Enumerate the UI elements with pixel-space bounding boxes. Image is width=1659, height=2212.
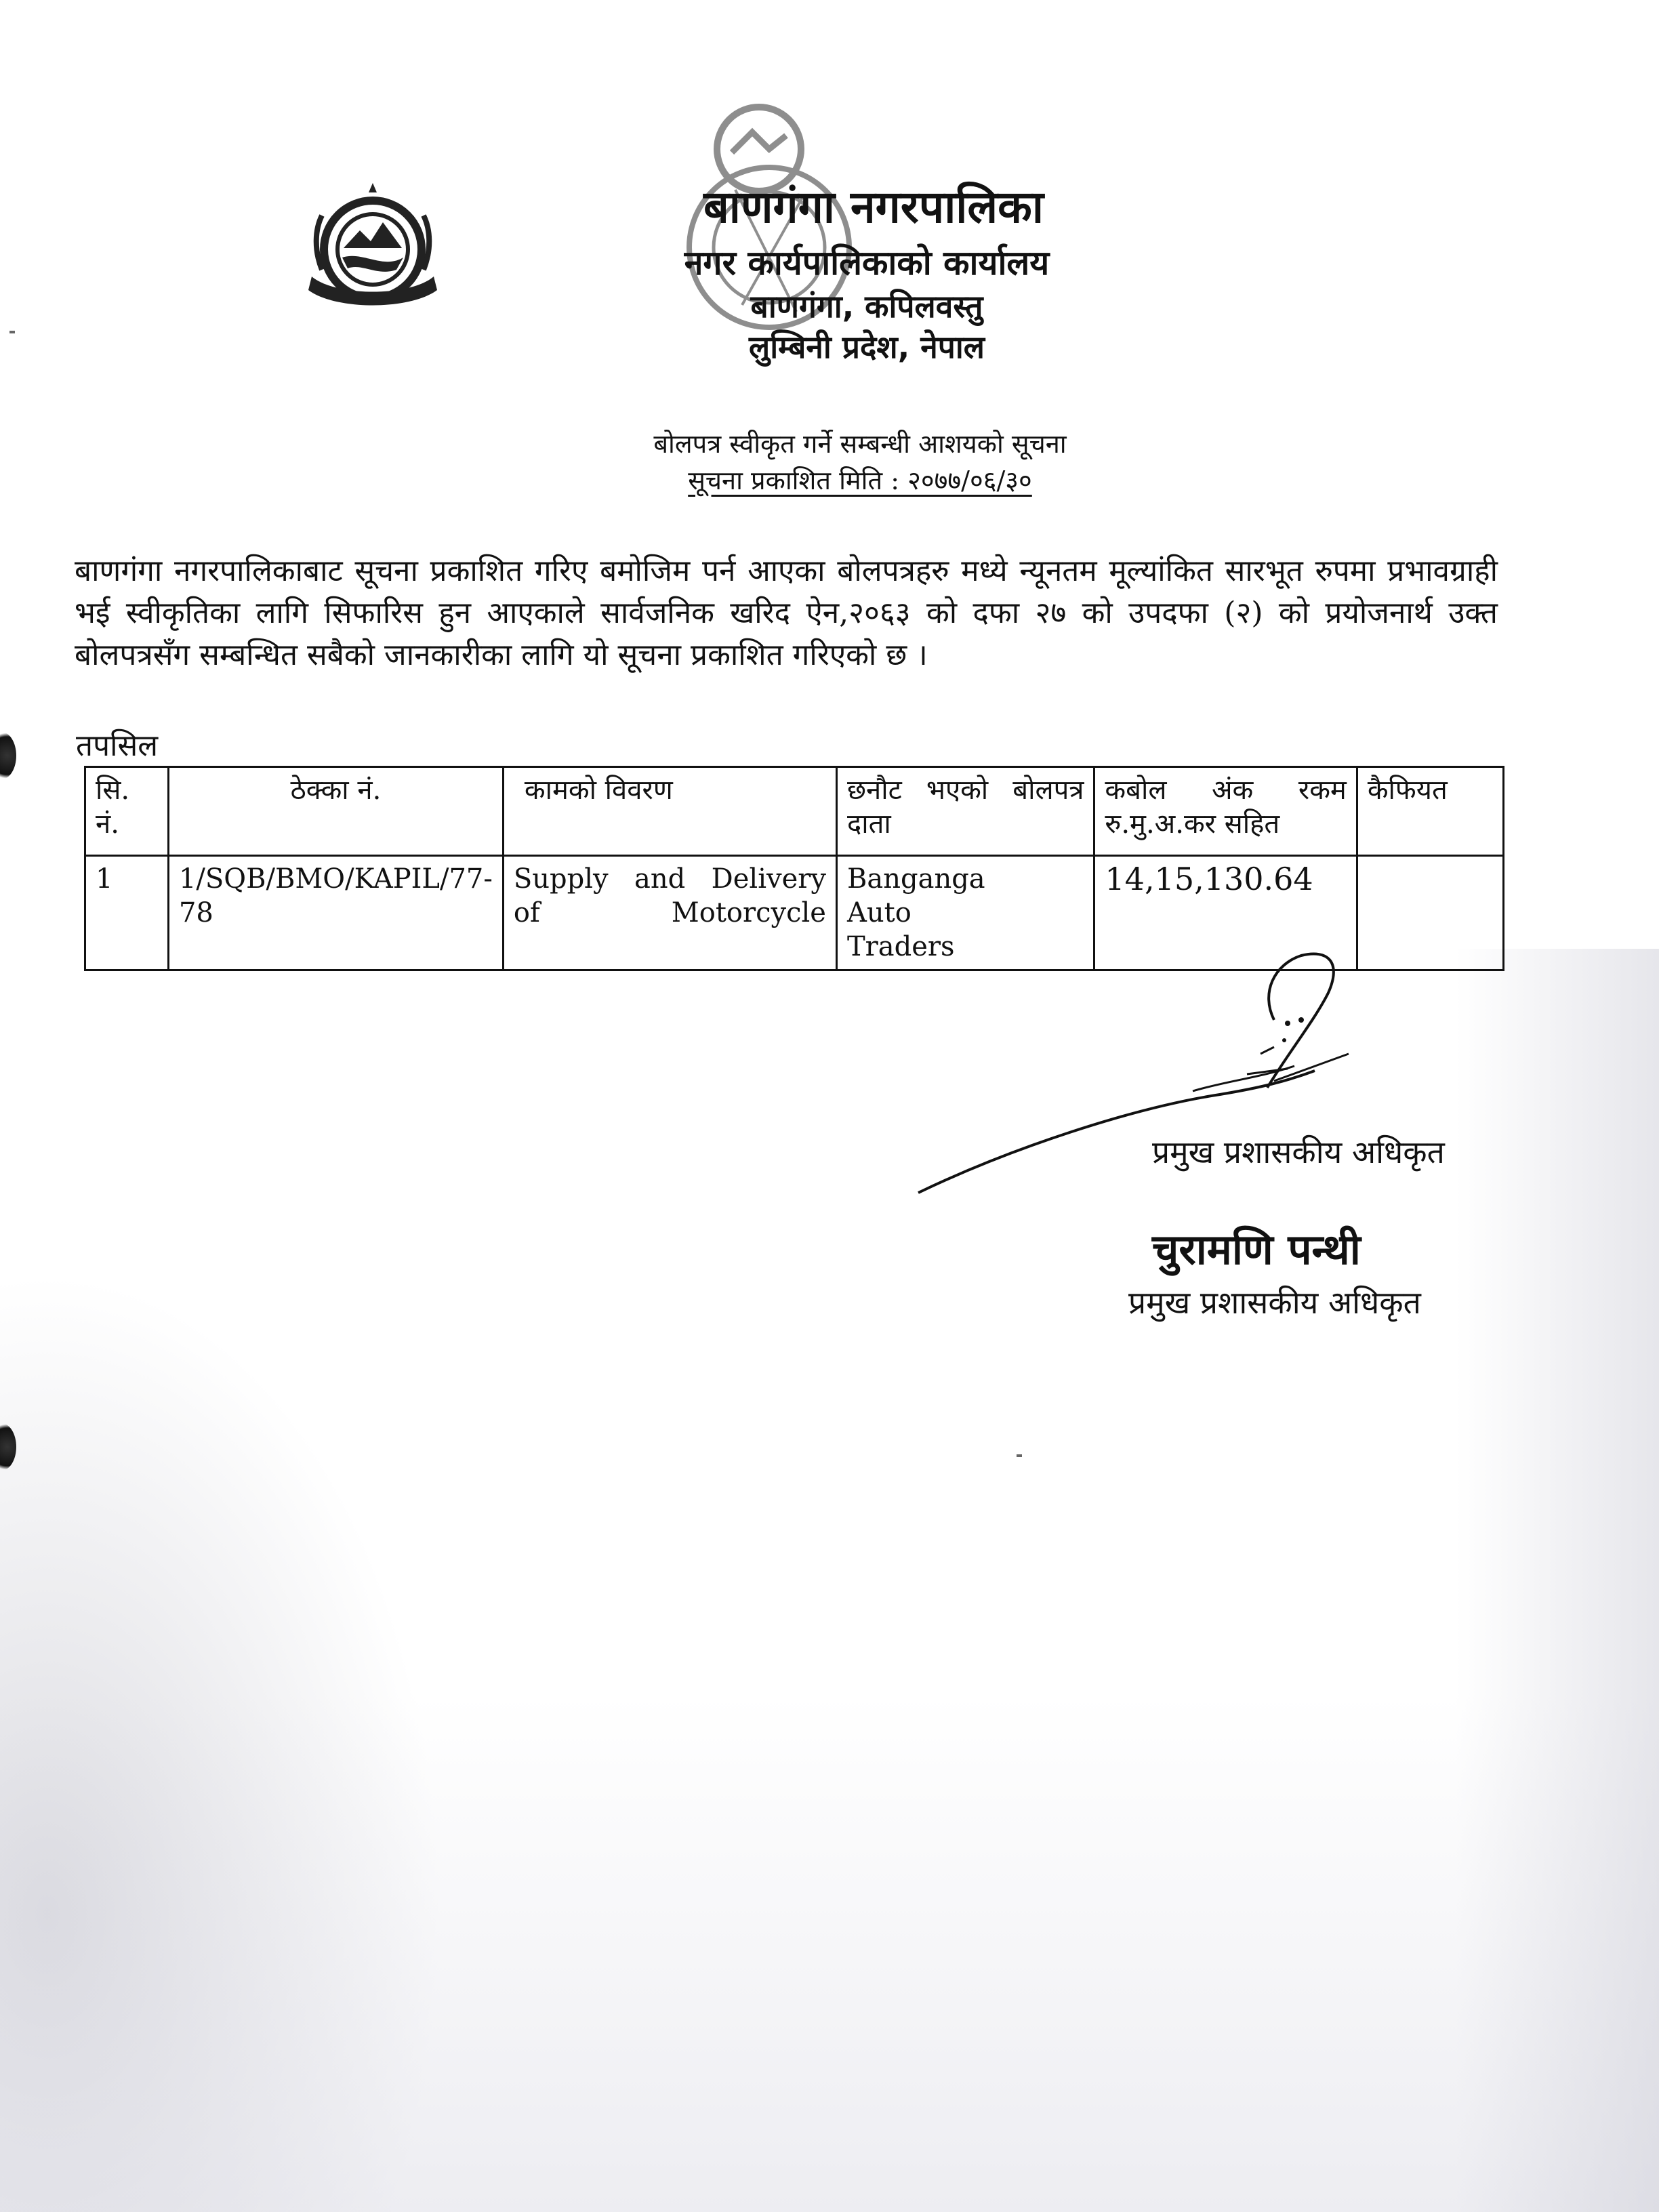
column-header: सि. नं. [85,767,169,856]
cell-description: Supply and Delivery of Motorcycle [503,856,836,970]
cell-contract-no: 1/SQB/BMO/KAPIL/77-78 [168,856,503,970]
signatory-role: प्रमुख प्रशासकीय अधिकृत [1152,1134,1445,1170]
officer-name: चुरामणि पन्थी [1152,1225,1361,1274]
paper-shadow [1456,949,1659,2212]
paper-shadow [0,1694,1659,2212]
notice-title: बोलपत्र स्वीकृत गर्ने सम्बन्धी आशयको सूचना [653,429,1067,459]
notice-date: सूचना प्रकाशित मिति : २०७७/०६/३० [688,466,1032,495]
province-name: लुम्बिनी प्रदेश, नेपाल [749,329,985,365]
officer-role: प्रमुख प्रशासकीय अधिकृत [1128,1284,1421,1321]
cell-serial: 1 [85,856,169,970]
municipality-name: बाणगंगा नगरपालिका [703,181,1044,233]
cell-amount: 14,15,130.64 [1094,856,1357,970]
office-location: बाणगंगा, कपिलवस्तु [750,288,983,325]
column-header: कैफियत [1357,767,1503,856]
column-header: छनौट भएको बोलपत्र दाता [836,767,1094,856]
cell-bidder: Banganga Auto Traders [836,856,1094,970]
column-header: कामको विवरण [503,767,836,856]
table-header-row [85,767,1504,856]
bid-table [84,766,1504,971]
office-name: नगर कार्यपालिकाको कार्यालय [684,243,1050,283]
column-header: कबोल अंक रकम रु.मु.अ.कर सहित [1094,767,1357,856]
notice-body: बाणगंगा नगरपालिकाबाट सूचना प्रकाशित गरिए बमोजिम पर्न आएका बोलपत्रहरु मध्ये न्यूनतम मूल्यांकित सारभूत रुपमा प्रभावग्राही भई स्वीकृतिका लागि सिफारिस हुन आएकाले सार्वजनिक खरिद ऐन,२०६३ को दफा २७ को उपदफा (२) को प्रयोजनार्थ उक्त बोलपत्रसँग सम्बन्धित सबैको जानकारीका लागि यो सूचना प्रकाशित गरिएको छ । [75,554,1498,672]
speck [1017,1454,1022,1457]
punch-hole [0,732,16,779]
column-header: ठेक्का नं. [168,767,503,856]
table-title: तपसिल [76,729,159,763]
